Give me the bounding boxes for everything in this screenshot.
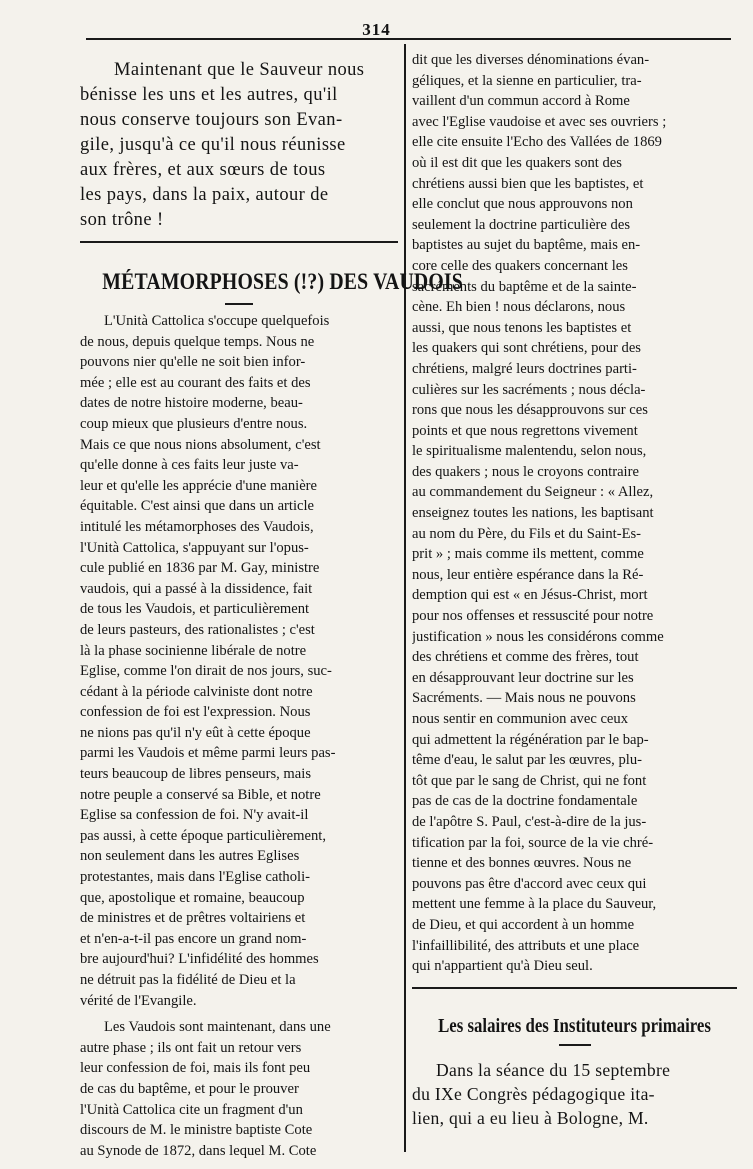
text-line: baptistes au sujet du baptême, mais en- bbox=[412, 237, 641, 254]
text-line: vérité de l'Evangile. bbox=[80, 992, 197, 1009]
text-line: elle cite ensuite l'Echo des Vallées de 1869 bbox=[412, 134, 662, 151]
article-paragraph-2 bbox=[80, 1017, 398, 1161]
text-line: L'Unità Cattolica s'occupe quelquefois bbox=[104, 313, 330, 329]
title-dash bbox=[225, 303, 253, 305]
text-line: Les Vaudois sont maintenant, dans une bbox=[104, 1019, 331, 1036]
text-line: l'infaillibilité, des attributs et une place bbox=[412, 937, 640, 954]
text-line: prit » ; mais comme ils mettent, comme bbox=[412, 546, 644, 563]
text-line: chrétiens, malgré leurs doctrines parti- bbox=[412, 360, 637, 377]
text-line: ne détruit pas la fidélité de Dieu et la bbox=[80, 972, 296, 988]
column-divider bbox=[404, 44, 406, 1152]
text-line: non seulement dans les autres Eglises bbox=[80, 848, 300, 865]
text-line: confession de foi est l'expression. Nous bbox=[80, 704, 311, 721]
text-line: leur et qu'elle les apprécie d'une manière bbox=[80, 477, 318, 494]
text-line: dates de notre histoire moderne, beau- bbox=[80, 395, 303, 412]
text-line: core celle des quakers concernant les bbox=[412, 257, 628, 274]
text-line: pas de cas de la doctrine fondamentale bbox=[412, 793, 638, 810]
text-line: de ministres et de prêtres voltairiens et bbox=[80, 910, 306, 927]
page-number: 314 bbox=[362, 20, 391, 39]
continued-paragraph bbox=[412, 50, 737, 977]
text-line: culières sur les sacréments ; nous décla- bbox=[412, 381, 646, 398]
text-line: l'Unità Cattolica cite un fragment d'un bbox=[80, 1101, 303, 1118]
text-line: chrétiens aussi bien que les baptistes, et bbox=[412, 175, 644, 192]
text-line: qu'elle donne à ces faits leur juste va- bbox=[80, 457, 299, 474]
text-line: où il est dit que les quakers sont des bbox=[412, 154, 622, 171]
text-line: du IXe Congrès pédagogique ita- bbox=[412, 1083, 655, 1104]
text-line: pas aussi, à cette époque particulièrement, bbox=[80, 827, 326, 844]
text-line: Maintenant que le Sauveur nous bbox=[114, 60, 365, 80]
text-line: pour nos offenses et ressuscité pour notre bbox=[412, 608, 654, 625]
text-line: teurs beaucoup de libres penseurs, mais bbox=[80, 766, 311, 783]
text-line: parmi les Vaudois et même parmi leurs pas- bbox=[80, 745, 336, 762]
text-line: Dans la séance du 15 septembre bbox=[436, 1059, 671, 1080]
text-line: bre aujourd'hui? L'infidélité des hommes bbox=[80, 951, 319, 968]
text-line: tienne et des bonnes œuvres. Nous ne bbox=[412, 855, 632, 872]
text-line: qui admettent la régénération par le bap- bbox=[412, 731, 649, 748]
text-line: aussi, que nous tenons les baptistes et bbox=[412, 319, 632, 336]
article-paragraph-1 bbox=[80, 311, 398, 1011]
text-line: l'Unità Cattolica, s'appuyant sur l'opus- bbox=[80, 539, 309, 556]
text-line: lien, qui a eu lieu à Bologne, M. bbox=[412, 1107, 649, 1128]
text-line: de Dieu, et qui accordent à un homme bbox=[412, 916, 635, 933]
text-line: justification » nous les considérons comme bbox=[412, 628, 664, 645]
news-title: Les salaires des Instituteurs primaires bbox=[438, 1014, 711, 1037]
text-line: équitable. C'est ainsi que dans un article bbox=[80, 498, 315, 515]
left-column bbox=[80, 58, 463, 1161]
text-line: seulement la doctrine particulière des bbox=[412, 216, 631, 233]
text-line: de leurs pasteurs, des rationalistes ; c'est bbox=[80, 621, 315, 638]
text-line: sacréments du baptême et de la sainte- bbox=[412, 278, 637, 295]
text-line: dit que les diverses dénominations évan- bbox=[412, 52, 650, 68]
text-line: son trône ! bbox=[80, 210, 164, 230]
text-line: Sacréments. — Mais nous ne pouvons bbox=[412, 690, 636, 707]
text-line: de nous, depuis quelque temps. Nous ne bbox=[80, 333, 315, 350]
text-line: mettent une femme à la place du Sauveur, bbox=[412, 896, 657, 913]
news-paragraph bbox=[412, 1058, 737, 1130]
text-line: et n'en-a-t-il pas encore un grand nom- bbox=[80, 930, 307, 947]
text-line: vaillent d'un commun accord à Rome bbox=[412, 93, 630, 110]
text-line: vaudois, qui a passé à la dissidence, fait bbox=[80, 580, 313, 597]
text-line: nous, leur entière espérance dans la Ré- bbox=[412, 566, 644, 583]
text-line: les quakers qui sont chrétiens, pour des bbox=[412, 340, 641, 357]
text-line: le spiritualisme malentendu, selon nous, bbox=[412, 443, 647, 460]
right-column bbox=[412, 50, 737, 1130]
text-line: cène. Eh bien ! nous déclarons, nous bbox=[412, 299, 626, 316]
text-line: Eglise, comme l'on dirait de nos jours, suc- bbox=[80, 663, 332, 680]
text-line: mée ; elle est au courant des faits et des bbox=[80, 374, 311, 391]
text-line: rons que nous les désapprouvons sur ces bbox=[412, 402, 648, 419]
text-line: aux frères, et aux sœurs de tous bbox=[80, 160, 326, 180]
closing-paragraph bbox=[80, 58, 398, 233]
article-title: MÉTAMORPHOSES (!?) DES VAUDOIS bbox=[102, 269, 463, 294]
text-line: autre phase ; ils ont fait un retour vers bbox=[80, 1039, 302, 1056]
text-line: en désapprouvant leur doctrine sur les bbox=[412, 669, 634, 686]
text-line: notre peuple a conservé sa Bible, et notre bbox=[80, 786, 321, 803]
text-line: tême d'eau, le salut par les œuvres, plu- bbox=[412, 752, 642, 769]
text-line: demption qui est « en Jésus-Christ, mort bbox=[412, 587, 648, 604]
text-line: pouvons nier qu'elle ne soit bien infor- bbox=[80, 354, 306, 371]
text-line: au nom du Père, du Fils et du Saint-Es- bbox=[412, 525, 642, 542]
text-line: pouvons pas être d'accord avec ceux qui bbox=[412, 875, 647, 892]
text-line: enseignez toutes les nations, les baptisant bbox=[412, 505, 654, 522]
header-rule bbox=[86, 38, 731, 40]
text-line: au commandement du Seigneur : « Allez, bbox=[412, 484, 654, 501]
text-line: géliques, et la sienne en particulier, tra- bbox=[412, 72, 642, 89]
section-divider bbox=[80, 241, 398, 243]
text-line: points et que nous regrettons vivement bbox=[412, 422, 638, 439]
text-line: de tous les Vaudois, et particulièrement bbox=[80, 601, 310, 618]
text-line: nous sentir en communion avec ceux bbox=[412, 711, 629, 727]
text-line: bénisse les uns et les autres, qu'il bbox=[80, 85, 338, 105]
title-dash bbox=[559, 1044, 591, 1046]
text-line: de cas du baptême, et pour le prouver bbox=[80, 1080, 299, 1097]
text-line: tôt que par le sang de Christ, qui ne font bbox=[412, 772, 647, 789]
text-line: Mais ce que nous nions absolument, c'est bbox=[80, 436, 321, 453]
text-line: nous conserve toujours son Evan- bbox=[80, 110, 343, 130]
text-line: discours de M. le ministre baptiste Cote bbox=[80, 1122, 313, 1139]
text-line: les pays, dans la paix, autour de bbox=[80, 185, 329, 205]
text-line: gile, jusqu'à ce qu'il nous réunisse bbox=[80, 135, 346, 155]
text-line: de l'apôtre S. Paul, c'est-à-dire de la jus- bbox=[412, 813, 647, 830]
text-line: des quakers ; nous le croyons contraire bbox=[412, 463, 639, 480]
text-line: coup mieux que plusieurs d'entre nous. bbox=[80, 415, 308, 432]
text-line: avec l'Eglise vaudoise et avec ses ouvriers ; bbox=[412, 113, 667, 130]
text-line: cule publié en 1836 par M. Gay, ministre bbox=[80, 560, 320, 577]
section-divider bbox=[412, 987, 737, 989]
text-line: cédant à la période calviniste dont notre bbox=[80, 683, 313, 700]
text-line: protestantes, mais dans l'Eglise catholi- bbox=[80, 869, 310, 886]
text-line: ne nions pas qu'il n'y eût à cette époque bbox=[80, 724, 311, 741]
text-line: des chrétiens et comme des frères, tout bbox=[412, 649, 639, 666]
text-line: là la phase socinienne libérale de notre bbox=[80, 642, 307, 659]
text-line: qui n'appartient qu'à Dieu seul. bbox=[412, 958, 593, 975]
text-line: intitulé les métamorphoses des Vaudois, bbox=[80, 518, 314, 535]
text-line: au Synode de 1872, dans lequel M. Cote bbox=[80, 1142, 317, 1159]
text-line: Eglise sa confession de foi. N'y avait-il bbox=[80, 807, 309, 824]
text-line: tification par la foi, source de la vie chré- bbox=[412, 834, 654, 851]
text-line: elle conclut que nous approuvons non bbox=[412, 196, 633, 213]
text-line: leur confession de foi, mais ils font peu bbox=[80, 1060, 311, 1077]
text-line: que, apostolique et romaine, beaucoup bbox=[80, 889, 305, 906]
